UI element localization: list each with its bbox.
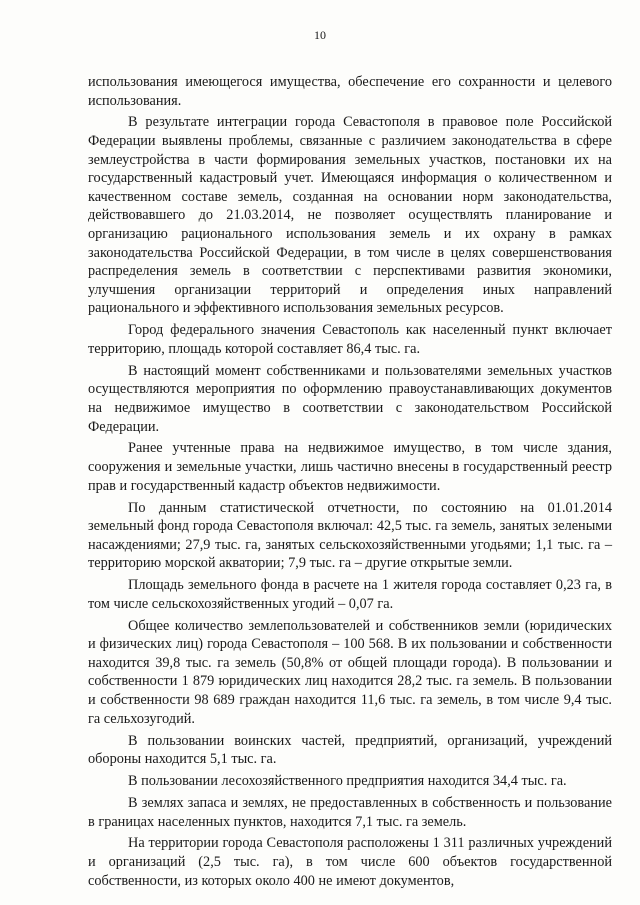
paragraph-reserve-land: В землях запаса и землях, не предоставленных в собственность и пользование в границах населенных пунктов, находится 7,1 тыс. га земель.: [88, 794, 612, 830]
paragraph-land-fund-statistics: По данным статистической отчетности, по состоянию на 01.01.2014 земельный фонд города Севастополя включал: 42,5 тыс. га земель, занятых зелеными насаждениями; 27,9 тыс. га, занятых сельскохозяйственными угодьями; 1,1 тыс. га – территорию морской акватории; 7,9 тыс. га – другие открытые земли.: [88, 499, 612, 572]
paragraph-title-documents: В настоящий момент собственниками и пользователями земельных участков осуществляются мероприятия по оформлению правоустанавливающих документов на недвижимое имущество в соответствии с законодательством Российской Федерации.: [88, 362, 612, 435]
paragraph-integration-problems: В результате интеграции города Севастополя в правовое поле Российской Федерации выявлены проблемы, связанные с различием законодательства в сфере землеустройства в части формирования земельных участков, постановки их на государственный кадастровый учет. Имеющаяся информация о количественном и качественном составе земель, созданная на основании норм законодательства, действовавшего до 21.03.2014, не позволяет осуществлять планирование и организацию рационального использования земель и их охрану в рамках законодательства Российской Федерации, в том числе в целях совершенствования распределения земель в соответствии с перспективами развития экономики, улучшения организации территорий и определения иных направлений рационального и эффективного использования земельных ресурсов.: [88, 114, 612, 317]
paragraph-military-land: В пользовании воинских частей, предприятий, организаций, учреждений обороны находится 5,1 тыс. га.: [88, 732, 612, 768]
document-body: [88, 73, 612, 894]
paragraph-land-per-resident: Площадь земельного фонда в расчете на 1 жителя города составляет 0,23 га, в том числе сельскохозяйственных угодий – 0,07 га.: [88, 577, 612, 612]
page-number: 10: [314, 28, 326, 42]
paragraph-registered-rights: Ранее учтенные права на недвижимое имущество, в том числе здания, сооружения и земельные участки, лишь частично внесены в государственный реестр прав и государственный кадастр объектов недвижимости.: [88, 440, 612, 494]
paragraph-institutions: На территории города Севастополя расположены 1 311 различных учреждений и организаций (2,5 тыс. га), в том числе 600 объектов государственной собственности, из которых около 400 не имеют документов,: [88, 835, 612, 889]
paragraph-continued: использования имеющегося имущества, обеспечение его сохранности и целевого использования.: [88, 74, 612, 109]
paragraph-forestry-land: В пользовании лесохозяйственного предприятия находится 34,4 тыс. га.: [128, 773, 567, 790]
paragraph-land-users-count: Общее количество землепользователей и собственников земли (юридических и физических лиц) города Севастополя – 100 568. В их пользовании и собственности находится 39,8 тыс. га земель (50,8% от общей площади города). В пользовании и собственности 1 879 юридических лиц находится 28,2 тыс. га земель. В пользовании и собственности 98 689 граждан находится 11,6 тыс. га земель, в том числе 9,4 тыс. га сельхозугодий.: [88, 617, 612, 727]
paragraph-city-area: Город федерального значения Севастополь как населенный пункт включает территорию, площадь которой составляет 86,4 тыс. га.: [88, 322, 612, 357]
